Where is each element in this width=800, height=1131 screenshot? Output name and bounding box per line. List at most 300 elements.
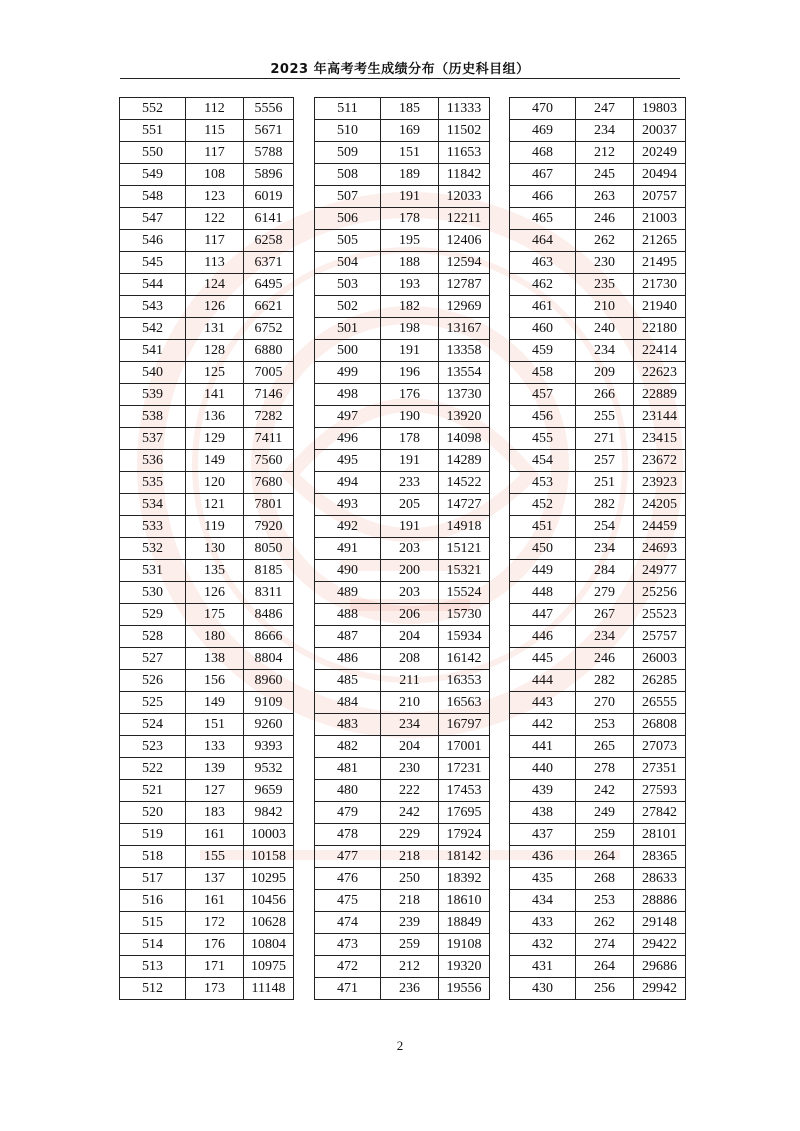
table-row: [315, 164, 490, 186]
table-row: [510, 802, 686, 824]
table-row: [315, 582, 490, 604]
count-cell: 274: [576, 934, 634, 956]
cumulative-cell: 6495: [244, 274, 294, 296]
count-cell: 240: [576, 318, 634, 340]
cumulative-cell: 21265: [634, 230, 686, 252]
score-cell: 434: [510, 890, 576, 912]
count-cell: 198: [381, 318, 439, 340]
count-cell: 239: [381, 912, 439, 934]
table-row: [120, 340, 294, 362]
score-cell: 442: [510, 714, 576, 736]
table-row: [120, 978, 294, 1000]
count-cell: 149: [186, 692, 244, 714]
score-cell: 539: [120, 384, 186, 406]
cumulative-cell: 25757: [634, 626, 686, 648]
count-cell: 230: [576, 252, 634, 274]
cumulative-cell: 26285: [634, 670, 686, 692]
score-cell: 518: [120, 846, 186, 868]
count-cell: 242: [576, 780, 634, 802]
cumulative-cell: 14727: [439, 494, 490, 516]
score-cell: 451: [510, 516, 576, 538]
table-row: [120, 120, 294, 142]
table-row: [315, 296, 490, 318]
count-cell: 284: [576, 560, 634, 582]
count-cell: 178: [381, 428, 439, 450]
score-cell: 454: [510, 450, 576, 472]
table-row: [510, 164, 686, 186]
cumulative-cell: 10975: [244, 956, 294, 978]
table-row: [120, 626, 294, 648]
score-cell: 546: [120, 230, 186, 252]
score-cell: 538: [120, 406, 186, 428]
table-row: [510, 362, 686, 384]
score-cell: 472: [315, 956, 381, 978]
score-cell: 465: [510, 208, 576, 230]
score-cell: 502: [315, 296, 381, 318]
score-cell: 544: [120, 274, 186, 296]
count-cell: 176: [186, 934, 244, 956]
score-cell: 547: [120, 208, 186, 230]
count-cell: 251: [576, 472, 634, 494]
score-cell: 512: [120, 978, 186, 1000]
cumulative-cell: 24977: [634, 560, 686, 582]
table-row: [510, 692, 686, 714]
count-cell: 254: [576, 516, 634, 538]
cumulative-cell: 17001: [439, 736, 490, 758]
cumulative-cell: 11333: [439, 98, 490, 120]
count-cell: 264: [576, 846, 634, 868]
score-cell: 499: [315, 362, 381, 384]
count-cell: 171: [186, 956, 244, 978]
table-row: [315, 824, 490, 846]
cumulative-cell: 11148: [244, 978, 294, 1000]
table-row: [315, 978, 490, 1000]
score-cell: 513: [120, 956, 186, 978]
cumulative-cell: 18849: [439, 912, 490, 934]
score-cell: 495: [315, 450, 381, 472]
score-cell: 529: [120, 604, 186, 626]
cumulative-cell: 9393: [244, 736, 294, 758]
count-cell: 246: [576, 648, 634, 670]
cumulative-cell: 27073: [634, 736, 686, 758]
count-cell: 211: [381, 670, 439, 692]
table-row: [510, 912, 686, 934]
table-row: [510, 450, 686, 472]
score-cell: 537: [120, 428, 186, 450]
score-cell: 532: [120, 538, 186, 560]
count-cell: 246: [576, 208, 634, 230]
table-row: [315, 472, 490, 494]
cumulative-cell: 29148: [634, 912, 686, 934]
table-row: [315, 736, 490, 758]
score-table-block-2: [314, 97, 490, 1000]
count-cell: 121: [186, 494, 244, 516]
cumulative-cell: 9659: [244, 780, 294, 802]
table-row: [510, 230, 686, 252]
score-cell: 473: [315, 934, 381, 956]
cumulative-cell: 28101: [634, 824, 686, 846]
count-cell: 138: [186, 648, 244, 670]
score-cell: 514: [120, 934, 186, 956]
score-cell: 506: [315, 208, 381, 230]
count-cell: 119: [186, 516, 244, 538]
score-cell: 463: [510, 252, 576, 274]
count-cell: 208: [381, 648, 439, 670]
count-cell: 229: [381, 824, 439, 846]
table-row: [510, 384, 686, 406]
score-cell: 527: [120, 648, 186, 670]
table-row: [510, 714, 686, 736]
score-cell: 433: [510, 912, 576, 934]
table-row: [510, 956, 686, 978]
score-cell: 494: [315, 472, 381, 494]
score-cell: 486: [315, 648, 381, 670]
score-cell: 541: [120, 340, 186, 362]
table-row: [120, 736, 294, 758]
count-cell: 127: [186, 780, 244, 802]
score-cell: 549: [120, 164, 186, 186]
count-cell: 124: [186, 274, 244, 296]
count-cell: 255: [576, 406, 634, 428]
table-row: [120, 912, 294, 934]
score-cell: 458: [510, 362, 576, 384]
table-row: [510, 494, 686, 516]
score-cell: 511: [315, 98, 381, 120]
table-row: [120, 648, 294, 670]
score-cell: 456: [510, 406, 576, 428]
cumulative-cell: 6880: [244, 340, 294, 362]
score-cell: 445: [510, 648, 576, 670]
cumulative-cell: 18142: [439, 846, 490, 868]
cumulative-cell: 7005: [244, 362, 294, 384]
table-row: [120, 230, 294, 252]
cumulative-cell: 18610: [439, 890, 490, 912]
count-cell: 196: [381, 362, 439, 384]
score-cell: 448: [510, 582, 576, 604]
count-cell: 161: [186, 890, 244, 912]
cumulative-cell: 13167: [439, 318, 490, 340]
table-row: [315, 802, 490, 824]
count-cell: 191: [381, 516, 439, 538]
table-row: [315, 362, 490, 384]
table-row: [510, 582, 686, 604]
cumulative-cell: 15121: [439, 538, 490, 560]
score-cell: 520: [120, 802, 186, 824]
table-row: [120, 582, 294, 604]
score-cell: 459: [510, 340, 576, 362]
table-row: [315, 252, 490, 274]
cumulative-cell: 5896: [244, 164, 294, 186]
table-row: [315, 648, 490, 670]
count-cell: 173: [186, 978, 244, 1000]
count-cell: 133: [186, 736, 244, 758]
cumulative-cell: 5788: [244, 142, 294, 164]
table-row: [510, 846, 686, 868]
count-cell: 218: [381, 846, 439, 868]
score-cell: 484: [315, 692, 381, 714]
table-row: [120, 362, 294, 384]
table-row: [120, 692, 294, 714]
count-cell: 204: [381, 626, 439, 648]
table-row: [120, 670, 294, 692]
count-cell: 136: [186, 406, 244, 428]
score-cell: 441: [510, 736, 576, 758]
cumulative-cell: 15321: [439, 560, 490, 582]
cumulative-cell: 22889: [634, 384, 686, 406]
score-cell: 466: [510, 186, 576, 208]
score-cell: 543: [120, 296, 186, 318]
score-cell: 444: [510, 670, 576, 692]
score-cell: 470: [510, 98, 576, 120]
cumulative-cell: 16563: [439, 692, 490, 714]
cumulative-cell: 29422: [634, 934, 686, 956]
cumulative-cell: 26003: [634, 648, 686, 670]
cumulative-cell: 27593: [634, 780, 686, 802]
score-cell: 471: [315, 978, 381, 1000]
count-cell: 234: [381, 714, 439, 736]
table-row: [510, 472, 686, 494]
cumulative-cell: 8050: [244, 538, 294, 560]
cumulative-cell: 8185: [244, 560, 294, 582]
cumulative-cell: 6621: [244, 296, 294, 318]
count-cell: 130: [186, 538, 244, 560]
table-row: [120, 296, 294, 318]
score-cell: 482: [315, 736, 381, 758]
table-row: [510, 120, 686, 142]
score-cell: 455: [510, 428, 576, 450]
cumulative-cell: 7680: [244, 472, 294, 494]
table-row: [315, 318, 490, 340]
cumulative-cell: 22623: [634, 362, 686, 384]
score-cell: 447: [510, 604, 576, 626]
score-cell: 519: [120, 824, 186, 846]
cumulative-cell: 8486: [244, 604, 294, 626]
cumulative-cell: 20494: [634, 164, 686, 186]
score-cell: 542: [120, 318, 186, 340]
count-cell: 267: [576, 604, 634, 626]
score-cell: 450: [510, 538, 576, 560]
count-cell: 180: [186, 626, 244, 648]
score-cell: 525: [120, 692, 186, 714]
table-row: [120, 98, 294, 120]
table-row: [315, 780, 490, 802]
cumulative-cell: 9532: [244, 758, 294, 780]
cumulative-cell: 22180: [634, 318, 686, 340]
cumulative-cell: 23144: [634, 406, 686, 428]
count-cell: 175: [186, 604, 244, 626]
score-cell: 439: [510, 780, 576, 802]
cumulative-cell: 23923: [634, 472, 686, 494]
table-row: [315, 538, 490, 560]
cumulative-cell: 11653: [439, 142, 490, 164]
cumulative-cell: 12594: [439, 252, 490, 274]
table-row: [315, 142, 490, 164]
cumulative-cell: 14098: [439, 428, 490, 450]
table-row: [120, 274, 294, 296]
table-row: [120, 142, 294, 164]
score-cell: 493: [315, 494, 381, 516]
table-row: [315, 208, 490, 230]
cumulative-cell: 9109: [244, 692, 294, 714]
cumulative-cell: 13920: [439, 406, 490, 428]
count-cell: 169: [381, 120, 439, 142]
table-row: [510, 758, 686, 780]
cumulative-cell: 6141: [244, 208, 294, 230]
table-row: [510, 208, 686, 230]
cumulative-cell: 23672: [634, 450, 686, 472]
count-cell: 185: [381, 98, 439, 120]
count-cell: 230: [381, 758, 439, 780]
table-row: [315, 670, 490, 692]
count-cell: 234: [576, 626, 634, 648]
table-row: [510, 340, 686, 362]
count-cell: 189: [381, 164, 439, 186]
score-cell: 517: [120, 868, 186, 890]
table-row: [120, 560, 294, 582]
count-cell: 234: [576, 120, 634, 142]
count-cell: 210: [576, 296, 634, 318]
count-cell: 270: [576, 692, 634, 714]
table-row: [315, 186, 490, 208]
count-cell: 259: [381, 934, 439, 956]
cumulative-cell: 23415: [634, 428, 686, 450]
table-row: [120, 824, 294, 846]
score-table-block-3: [509, 97, 686, 1000]
cumulative-cell: 13730: [439, 384, 490, 406]
table-row: [315, 868, 490, 890]
cumulative-cell: 5671: [244, 120, 294, 142]
table-row: [120, 846, 294, 868]
table-row: [120, 406, 294, 428]
table-row: [120, 494, 294, 516]
cumulative-cell: 8311: [244, 582, 294, 604]
cumulative-cell: 28633: [634, 868, 686, 890]
table-row: [510, 252, 686, 274]
count-cell: 182: [381, 296, 439, 318]
count-cell: 139: [186, 758, 244, 780]
score-cell: 487: [315, 626, 381, 648]
score-cell: 535: [120, 472, 186, 494]
score-cell: 452: [510, 494, 576, 516]
score-cell: 478: [315, 824, 381, 846]
count-cell: 137: [186, 868, 244, 890]
cumulative-cell: 10158: [244, 846, 294, 868]
count-cell: 278: [576, 758, 634, 780]
table-row: [315, 230, 490, 252]
count-cell: 126: [186, 296, 244, 318]
table-row: [120, 780, 294, 802]
count-cell: 191: [381, 450, 439, 472]
cumulative-cell: 6371: [244, 252, 294, 274]
table-row: [120, 186, 294, 208]
count-cell: 135: [186, 560, 244, 582]
score-cell: 453: [510, 472, 576, 494]
cumulative-cell: 29942: [634, 978, 686, 1000]
table-row: [510, 868, 686, 890]
count-cell: 279: [576, 582, 634, 604]
count-cell: 218: [381, 890, 439, 912]
table-row: [120, 252, 294, 274]
cumulative-cell: 6258: [244, 230, 294, 252]
count-cell: 266: [576, 384, 634, 406]
cumulative-cell: 28886: [634, 890, 686, 912]
count-cell: 200: [381, 560, 439, 582]
table-row: [315, 428, 490, 450]
score-cell: 503: [315, 274, 381, 296]
score-cell: 551: [120, 120, 186, 142]
count-cell: 149: [186, 450, 244, 472]
cumulative-cell: 17453: [439, 780, 490, 802]
cumulative-cell: 29686: [634, 956, 686, 978]
table-row: [315, 560, 490, 582]
cumulative-cell: 24459: [634, 516, 686, 538]
score-cell: 500: [315, 340, 381, 362]
table-row: [315, 934, 490, 956]
count-cell: 206: [381, 604, 439, 626]
cumulative-cell: 16353: [439, 670, 490, 692]
count-cell: 203: [381, 538, 439, 560]
table-row: [510, 736, 686, 758]
table-row: [120, 384, 294, 406]
score-cell: 489: [315, 582, 381, 604]
table-row: [510, 560, 686, 582]
score-cell: 528: [120, 626, 186, 648]
table-row: [315, 758, 490, 780]
count-cell: 112: [186, 98, 244, 120]
cumulative-cell: 10804: [244, 934, 294, 956]
cumulative-cell: 8666: [244, 626, 294, 648]
cumulative-cell: 10456: [244, 890, 294, 912]
table-row: [510, 934, 686, 956]
count-cell: 131: [186, 318, 244, 340]
table-row: [510, 318, 686, 340]
score-cell: 483: [315, 714, 381, 736]
cumulative-cell: 28365: [634, 846, 686, 868]
cumulative-cell: 9842: [244, 802, 294, 824]
cumulative-cell: 13358: [439, 340, 490, 362]
count-cell: 176: [381, 384, 439, 406]
score-cell: 476: [315, 868, 381, 890]
count-cell: 120: [186, 472, 244, 494]
score-cell: 440: [510, 758, 576, 780]
cumulative-cell: 21003: [634, 208, 686, 230]
table-row: [120, 516, 294, 538]
score-cell: 508: [315, 164, 381, 186]
count-cell: 282: [576, 494, 634, 516]
cumulative-cell: 14522: [439, 472, 490, 494]
cumulative-cell: 18392: [439, 868, 490, 890]
table-row: [510, 98, 686, 120]
count-cell: 247: [576, 98, 634, 120]
table-row: [510, 274, 686, 296]
score-cell: 523: [120, 736, 186, 758]
score-cell: 432: [510, 934, 576, 956]
table-row: [120, 714, 294, 736]
count-cell: 253: [576, 890, 634, 912]
table-row: [120, 604, 294, 626]
score-cell: 515: [120, 912, 186, 934]
cumulative-cell: 16797: [439, 714, 490, 736]
score-cell: 464: [510, 230, 576, 252]
cumulative-cell: 5556: [244, 98, 294, 120]
score-cell: 531: [120, 560, 186, 582]
score-cell: 497: [315, 406, 381, 428]
count-cell: 178: [381, 208, 439, 230]
cumulative-cell: 24205: [634, 494, 686, 516]
score-cell: 468: [510, 142, 576, 164]
table-row: [315, 956, 490, 978]
score-cell: 522: [120, 758, 186, 780]
